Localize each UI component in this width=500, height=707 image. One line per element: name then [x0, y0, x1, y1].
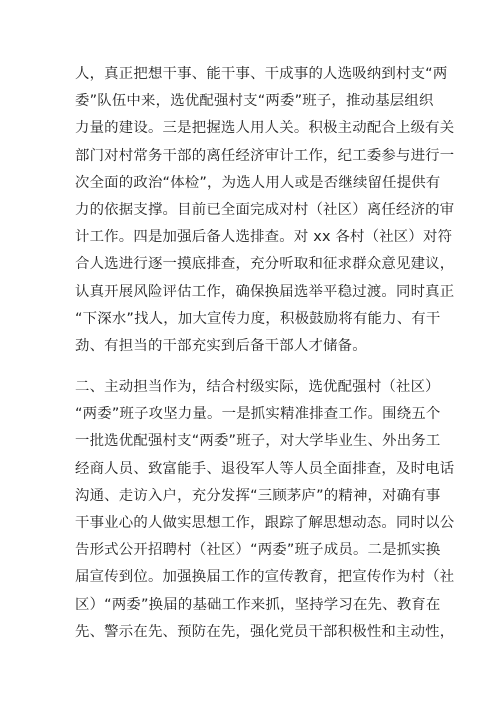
text-line: 届宣传到位。加强换届工作的宣传教育，把宣传作为村（社 [75, 569, 455, 586]
text-line: 人，真正把想干事、能干事、干成事的人选吸纳到村支“两 [75, 66, 448, 82]
text-line: “下深水”找人，加大宣传力度，积极鼓励将有能力、有干 [75, 310, 441, 327]
text-line: 沟通、走访入户，充分发挥“三顾茅庐”的精神，对确有事 [75, 487, 441, 504]
text-line: 区）“两委”换届的基础工作来抓，坚持学习在先、教育在 [75, 596, 441, 613]
text-line: 干事业心的人做实思想工作，跟踪了解思想动态。同时以公 [75, 515, 455, 531]
text-line: 经商人员、致富能手、退役军人等人员全面排查，及时电话 [75, 460, 455, 477]
text-line: 劲、有担当的干部充实到后备干部人才储备。 [75, 338, 367, 354]
text-line: 次全面的政治“体检”，为选人用人或是否继续留任提供有 [75, 174, 441, 191]
text-line: “两委”班子攻坚力量。一是抓实精准排查工作。围绕五个 [75, 406, 441, 423]
text-line: 合人选进行逐一摸底排查，充分听取和征求群众意见建议， [75, 256, 455, 273]
text-line: 认真开展风险评估工作，确保换届选举平稳过渡。同时真正 [75, 283, 455, 300]
text-line: 告形式公开招聘村（社区）“两委”班子成员。二是抓实换 [75, 542, 441, 559]
text-line: 一批选优配强村支“两委”班子，对大学毕业生、外出务工 [75, 433, 441, 450]
text-line: 力的依据支撑。目前已全面完成对村（社区）离任经济的审 [75, 202, 455, 218]
text-line: 二、主动担当作为，结合村级实际，选优配强村（社区） [75, 379, 440, 395]
text-line: 部门对村常务干部的离任经济审计工作，纪工委参与进行一 [75, 147, 455, 164]
text-line: 委”队伍中来，选优配强村支“两委”班子，推动基层组织 [75, 93, 434, 110]
text-line: 力量的建设。三是把握选人用人关。积极主动配合上级有关 [75, 120, 455, 137]
text-line: 先、警示在先、预防在先，强化党员干部积极性和主动性， [75, 623, 455, 640]
text-line: 计工作。四是加强后备人选排查。对 xx 各村（社区）对符 [75, 229, 453, 246]
